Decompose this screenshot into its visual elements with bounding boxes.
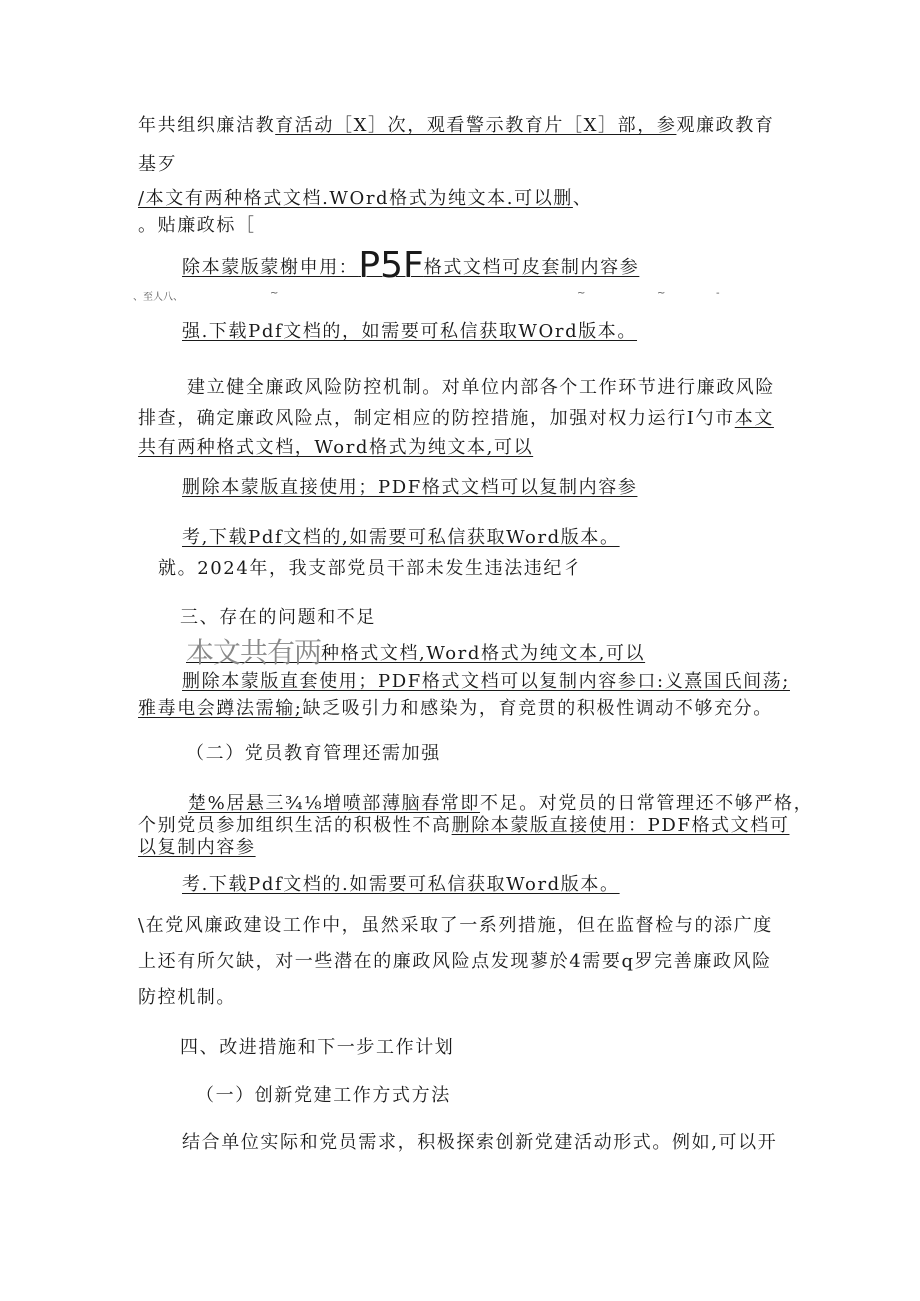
garbled-text: 楚%居悬三¾⅛增喷部薄脑春常即 <box>188 793 480 814</box>
garbled-text: 雅毒电会蹲法需输; <box>138 698 303 719</box>
text-span: 观廉政教育 <box>676 115 775 136</box>
noise-text: ~ <box>270 288 279 299</box>
noise-text: ~ <box>657 288 666 299</box>
text-line: 基歹 <box>138 154 178 175</box>
subsection-heading: （一）创新党建工作方式方法 <box>196 1085 451 1106</box>
text-span: 格式文档可皮套制内容参 <box>423 257 640 278</box>
text-span: 个别党员参加组织生活的积极性不高 <box>138 815 452 836</box>
text-span: 除本蒙版蒙榭申用： <box>182 257 359 278</box>
text-span: 、 <box>572 188 593 209</box>
watermark-line: 考.下载Pdf文档的.如需要可私信获取Word版本。 <box>182 874 620 895</box>
watermark-line: 删除本蒙版直接使用；PDF格式文档可以复制内容参 <box>182 477 638 498</box>
watermark-line: 强.下载Pdf文档的，如需要可私信获取WOrd版本。 <box>182 321 638 342</box>
noise-text: ~ <box>577 288 586 299</box>
text-span: 种格式文档,Word格式为纯文本,可以 <box>321 643 646 664</box>
paragraph-line <box>188 792 813 816</box>
text-span: P5F <box>358 245 424 286</box>
text-span: 缺乏吸引力和感染为，育竞贯的积极性调动不够充分。 <box>302 698 773 719</box>
paragraph-line: 就。2024年，我支部党员干部未发生违法违纪彳 <box>158 558 583 579</box>
section-heading: 三、存在的问题和不足 <box>180 607 376 628</box>
paragraph-line <box>138 697 773 721</box>
paragraph-line <box>138 814 789 838</box>
subsection-heading: （二）党员教育管理还需加强 <box>186 743 441 764</box>
watermark-line: 删除本蒙版直套使用；PDF格式文档可以复制内容参口:义熹国氏间荡; <box>182 671 790 692</box>
watermark-line <box>182 245 640 286</box>
paragraph-line: 上还有所欠缺，对一些潜在的廉政风险点发现蓼於4需要q罗完善廉政风险 <box>138 951 772 972</box>
watermark-line: 以复制内容参 <box>138 837 256 858</box>
watermark-text: 育活动［X］次，观看警示教育片［X］部，参 <box>275 115 677 136</box>
text-line <box>138 114 774 138</box>
watermark-text: 删除本蒙版直接使用：PDF格式文档可 <box>451 815 790 836</box>
text-line: 。贴廉政标［ <box>138 215 256 236</box>
watermark-text: 本文 <box>734 408 774 429</box>
text-span: 年共组织廉洁教 <box>138 115 276 136</box>
paragraph-line: 结合单位实际和党员需求，积极探索创新党建活动形式。例如,可以开 <box>182 1132 778 1153</box>
paragraph-line <box>138 407 774 431</box>
paragraph-line: \在党风廉政建设工作中，虽然采取了一系列措施，但在监督检与的添广度 <box>138 915 773 936</box>
text-line <box>138 187 593 211</box>
watermark-line: 考,下载Pdf文档的,如需要可私信获取Word版本。 <box>182 527 620 548</box>
paragraph-line: 防控机制。 <box>138 987 236 1008</box>
paragraph-line: 建立健全廉政风险防控机制。对单位内部各个工作环节进行廉政风险 <box>187 377 775 398</box>
watermark-line: 共有两种格式文档，Word格式为纯文本,可以 <box>138 437 534 458</box>
noise-text: - <box>716 288 720 299</box>
text-span: 排查，确定廉政风险点，制定相应的防控措施，加强对权力运行I勺市 <box>138 408 735 429</box>
watermark-text: /本文有两种格式文档.WOrd格式为纯文本.可以删 <box>138 188 573 209</box>
section-heading: 四、改进措施和下一步工作计划 <box>180 1037 455 1058</box>
noise-text: 、至人八、 <box>133 292 183 303</box>
text-span: 不足。对党员的日常管理还不够严格， <box>480 793 814 814</box>
watermark-line <box>186 636 646 669</box>
text-span: 本文共有两 <box>186 636 322 669</box>
